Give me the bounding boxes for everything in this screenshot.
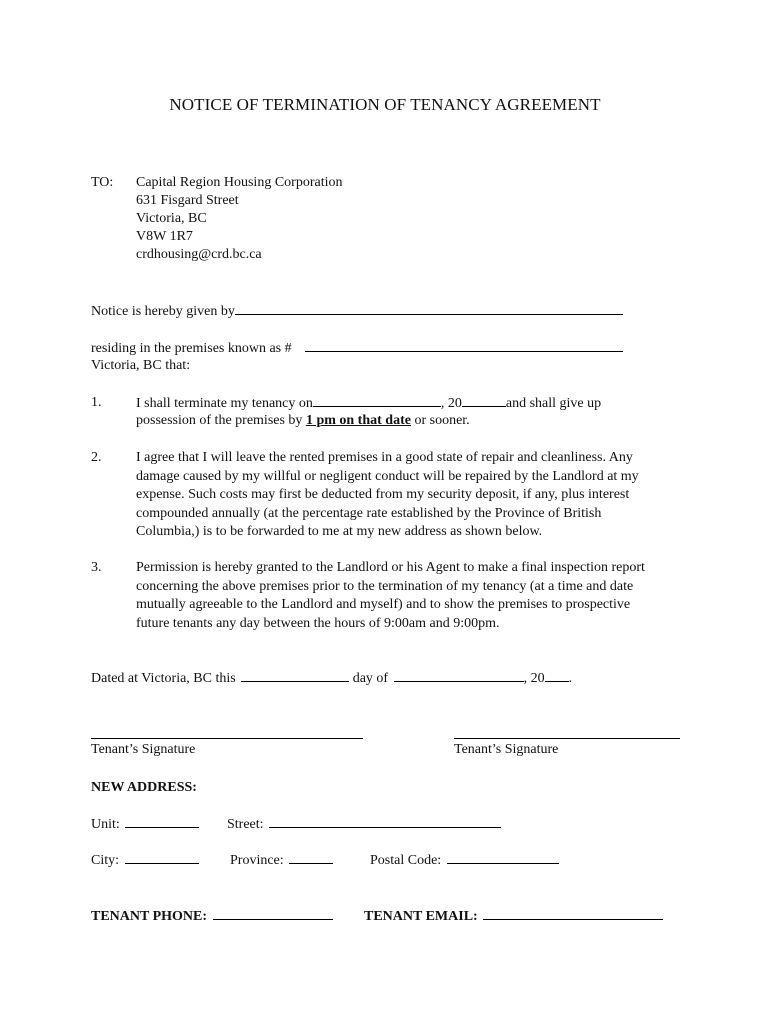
paragraph-line: mutually agreeable to the Landlord and myself) and to show the premises to prospective: [136, 597, 631, 612]
province-field: [230, 851, 333, 870]
possession-time-emphasis: 1 pm on that date: [305, 413, 411, 428]
tenant-email-blank[interactable]: [483, 907, 663, 920]
possession-text: possession of the premises by: [136, 413, 306, 428]
city-field: [91, 851, 199, 870]
new-address-heading: NEW ADDRESS:: [91, 780, 197, 795]
dated-year-blank[interactable]: [545, 669, 569, 682]
tenant-signature-label-left: Tenant’s Signature: [91, 742, 196, 757]
document-title: NOTICE OF TERMINATION OF TENANCY AGREEMENT: [169, 95, 601, 114]
day-of-label: day of: [352, 671, 389, 686]
month-blank[interactable]: [394, 669, 524, 682]
paragraph-line: future tenants any day between the hours of 9:00am and 9:00pm.: [136, 615, 500, 631]
postal-code-label: Postal Code:: [370, 853, 442, 868]
possession-text-end: or sooner.: [410, 413, 470, 428]
given-by-blank[interactable]: [235, 302, 623, 315]
item-1-line-1: [136, 394, 601, 413]
unit-blank[interactable]: [125, 815, 199, 828]
postal-code-blank[interactable]: [447, 851, 559, 864]
tenant-phone-label: TENANT PHONE:: [91, 909, 208, 924]
item-number: 2.: [91, 450, 102, 465]
item-number: 3.: [91, 560, 102, 575]
recipient-email: crdhousing@crd.bc.ca: [136, 247, 262, 262]
termination-year-blank[interactable]: [462, 394, 506, 407]
residing-label: residing in the premises known as #: [91, 341, 292, 356]
paragraph-line: Columbia,) is to be forwarded to me at my new address as shown below.: [136, 524, 543, 539]
tenant-signature-label-right: Tenant’s Signature: [454, 742, 559, 757]
termination-date-blank[interactable]: [313, 394, 441, 407]
paragraph-line: compounded annually (at the percentage rate established by the Province of British: [136, 505, 602, 521]
residing-premises: [91, 339, 623, 358]
tenant-phone-blank[interactable]: [213, 907, 333, 920]
notice-given-by-label: Notice is hereby given by: [91, 304, 235, 319]
paragraph-line: damage caused by my willful or negligent conduct will be repaired by the Landlord at my: [136, 468, 639, 484]
tenant-email-field: [364, 907, 663, 926]
dated-label: Dated at Victoria, BC this: [91, 671, 236, 686]
item-3-paragraph: [136, 559, 696, 633]
paragraph-line: concerning the above premises prior to the termination of my tenancy (at a time and date: [136, 578, 634, 594]
recipient-street: 631 Fisgard Street: [136, 193, 239, 208]
unit-label: Unit:: [91, 817, 120, 832]
recipient-postal-code: V8W 1R7: [136, 229, 193, 244]
paragraph-line: I agree that I will leave the rented premises in a good state of repair and cleanliness. Any: [136, 450, 633, 465]
tenant-signature-line-right[interactable]: [454, 738, 680, 739]
tenant-signature-line-left[interactable]: [91, 738, 363, 739]
recipient-name: Capital Region Housing Corporation: [136, 175, 343, 190]
dated-period: .: [568, 671, 573, 686]
city-that: Victoria, BC that:: [91, 358, 191, 373]
province-blank[interactable]: [289, 851, 333, 864]
province-label: Province:: [230, 853, 284, 868]
notice-given-by: [91, 302, 623, 321]
postal-code-field: [370, 851, 559, 870]
item-number: 1.: [91, 395, 102, 410]
city-label: City:: [91, 853, 120, 868]
item-1-line-2: [136, 412, 470, 430]
item-2-paragraph: [136, 449, 696, 542]
tenant-phone-field: [91, 907, 333, 926]
paragraph-line: Permission is hereby granted to the Landlord or his Agent to make a final inspection report: [136, 560, 645, 575]
to-label: TO:: [91, 175, 114, 190]
paragraph-line: expense. Such costs may first be deducted from my security deposit, if any, plus interest: [136, 487, 630, 502]
give-up-label: and shall give up: [505, 396, 602, 411]
street-field: [227, 815, 501, 834]
recipient-city: Victoria, BC: [136, 211, 207, 226]
day-blank[interactable]: [241, 669, 349, 682]
tenant-email-label: TENANT EMAIL:: [364, 909, 478, 924]
dated-year-prefix: , 20: [523, 671, 545, 686]
dated-line: [91, 669, 572, 688]
year-prefix: , 20: [440, 396, 462, 411]
premises-number-blank[interactable]: [305, 339, 623, 352]
street-label: Street:: [227, 817, 264, 832]
terminate-label: I shall terminate my tenancy on: [136, 396, 313, 411]
street-blank[interactable]: [269, 815, 501, 828]
city-blank[interactable]: [125, 851, 199, 864]
unit-field: [91, 815, 199, 834]
